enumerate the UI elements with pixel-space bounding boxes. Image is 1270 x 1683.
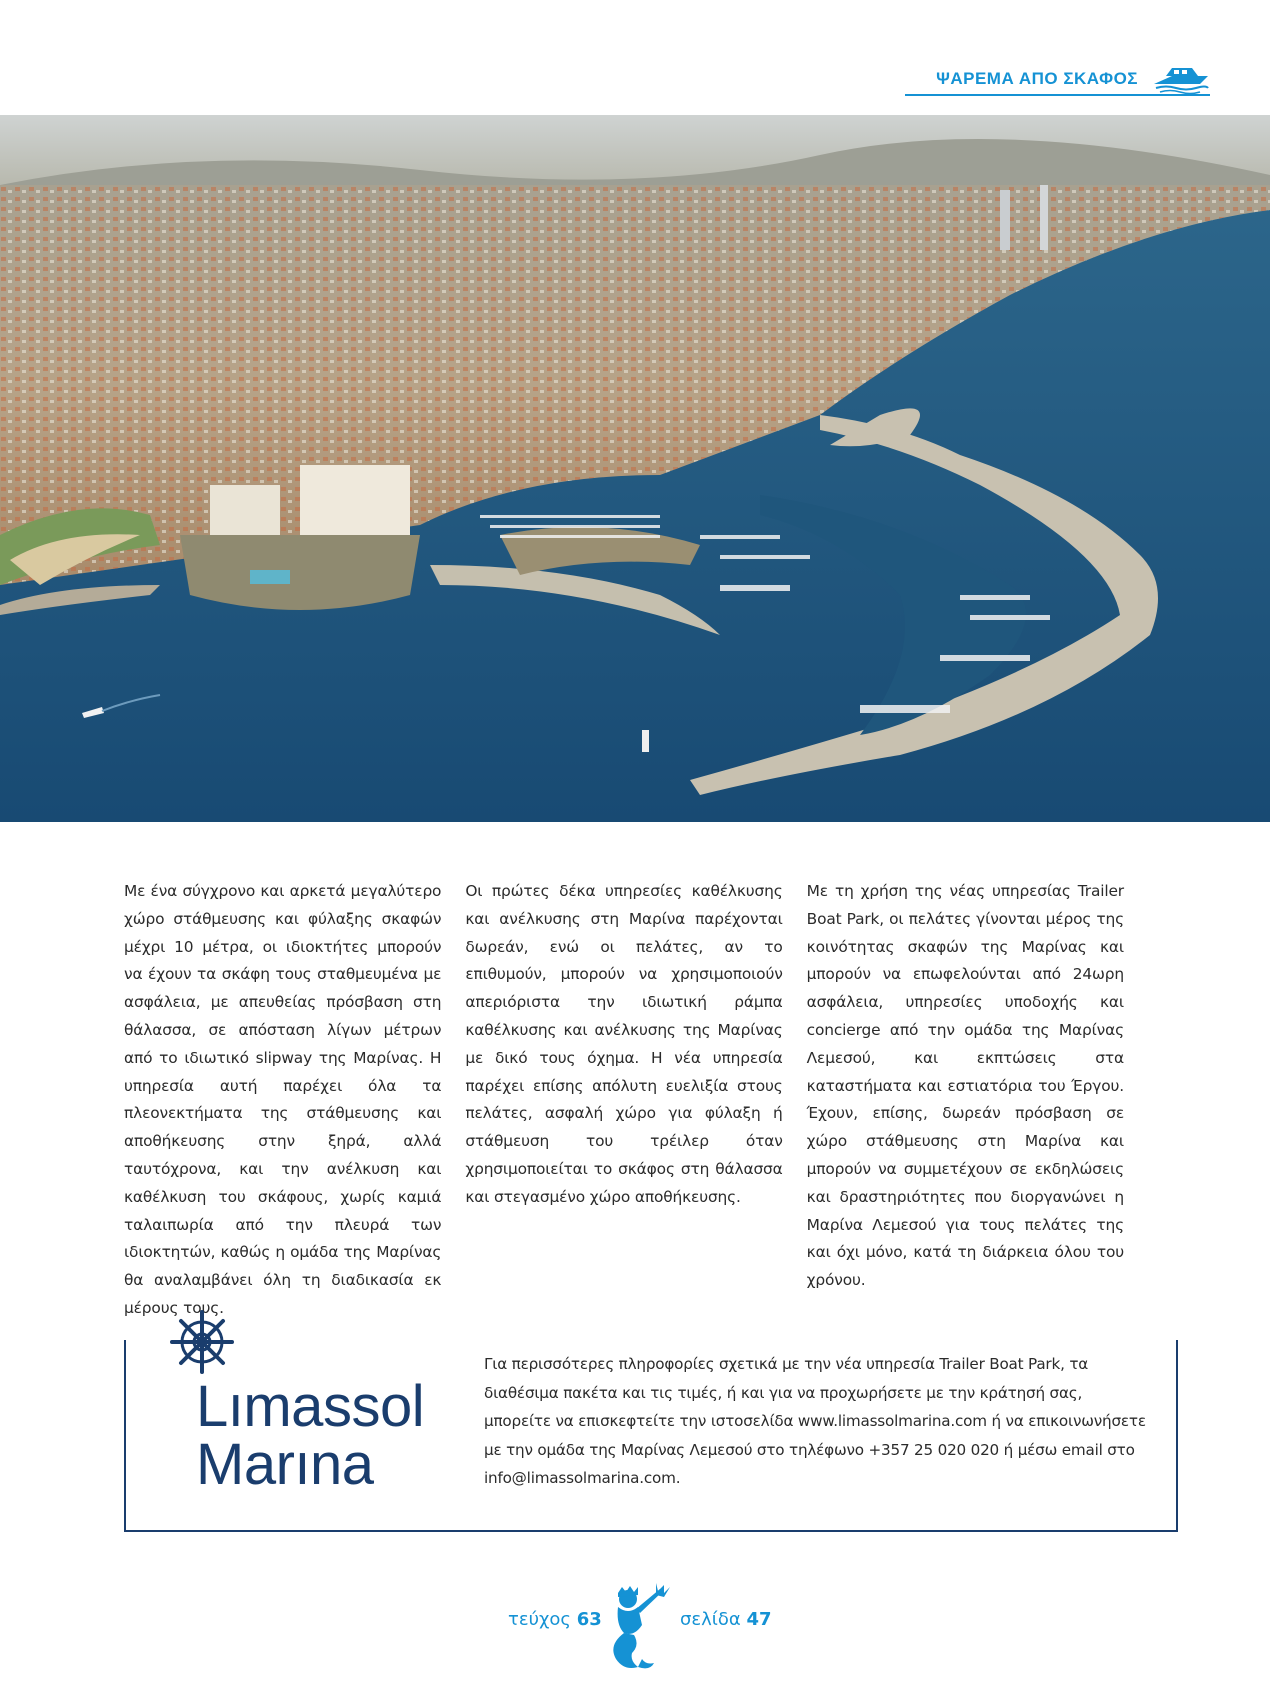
issue-number: 63 — [576, 1609, 602, 1630]
page-label: σελίδα — [680, 1609, 741, 1630]
page-info — [680, 1609, 772, 1630]
info-text: Για περισσότερες πληροφορίες σχετικά με την νέα υπηρεσία Trailer Boat Park, τα διαθέσιμα πακέτα και τις τιμές, ή και για να προχωρήσετε με την κράτησή σας, μπορείτε να επισκεφτείτε την ιστοσελίδα www.limassolmarina.com ή να επικοινωνήσετε με την ομάδα της Μαρίνας Λεμεσού στο τηλέφωνο +357 25 020 020 ή μέσω email στο info@limassolmarina.com. — [484, 1355, 1146, 1487]
boat-icon — [1152, 62, 1210, 96]
issue-info — [508, 1609, 602, 1630]
logo-line-1: Lımassol — [196, 1374, 425, 1439]
page-number: 47 — [746, 1609, 772, 1630]
section-title: ΨΑΡΕΜΑ ΑΠΟ ΣΚΑΦΟΣ — [936, 69, 1138, 88]
ships-wheel-icon — [168, 1308, 236, 1376]
article-column-2: Οι πρώτες δέκα υπηρεσίες καθέλκυσης και ανέλκυσης στη Μαρίνα παρέχονται δωρεάν, ενώ οι πελάτες, αν το επιθυμούν, μπορούν να χρησιμοποιούν απεριόριστα την ιδιωτική ράμπα καθέλκυσης και ανέλκυσης της Μαρίνας με δικό τους όχημα. Η νέα υπηρεσία παρέχει επίσης απόλυτη ευελιξία στους πελάτες, ασφαλή χώρο για φύλαξη ή στάθμευση του τρέιλερ όταν χρησιμοποιείται το σκάφος στη θάλασσα και στεγασμένο χώρο αποθήκευσης. — [465, 882, 783, 1206]
article-column-1: Με ένα σύγχρονο και αρκετά μεγαλύτερο χώρο στάθμευσης και φύλαξης σκαφών μέχρι 10 μέτρα, οι ιδιοκτήτες μπορούν να έχουν τα σκάφη τους σταθμευμένα με ασφάλεια, με απευθείας πρόσβαση στη θάλασσα, σε απόσταση λίγων μέτρων από το ιδιωτικό slipway της Μαρίνας. Η υπηρεσία αυτή παρέχει όλα τα πλεονεκτήματα της στάθμευσης και αποθήκευσης στην ξηρά, αλλά ταυτόχρονα, και την ανέλκυση και καθέλκυση του σκάφους, χωρίς καμιά ταλαιπωρία από την πλευρά των ιδιοκτητών, καθώς η ομάδα της Μαρίνας θα αναλαμβάνει όλη τη διαδικασία εκ μέρους τους. — [124, 882, 442, 1317]
marina-aerial-photo — [0, 115, 1270, 822]
article-column-3: Με τη χρήση της νέας υπηρεσίας Trailer Boat Park, οι πελάτες γίνονται μέρος της κοινότητας σκαφών της Μαρίνας και μπορούν να επωφελούνται από 24ωρη ασφάλεια, υπηρεσίες υποδοχής και concierge από την ομάδα της Μαρίνας Λεμεσού, και εκπτώσεις στα καταστήματα και εστιατόρια του Έργου. Έχουν, επίσης, δωρεάν πρόσβαση σε χώρο στάθμευσης στη Μαρίνα και μπορούν να συμμετέχουν σε εκδηλώσεις και δραστηριότητες που διοργανώνει η Μαρίνα Λεμεσού για τους πελάτες της και όχι μόνο, κατά τη διάρκεια όλου του χρόνου. — [806, 882, 1124, 1290]
issue-label: τεύχος — [508, 1609, 571, 1630]
page-footer — [0, 1575, 1270, 1675]
poseidon-icon — [594, 1575, 678, 1675]
limassol-marina-logo — [196, 1374, 425, 1497]
header-rule — [905, 94, 1210, 96]
logo-line-2: Marına — [196, 1432, 374, 1497]
section-header — [936, 62, 1210, 96]
article-body — [124, 878, 1124, 1323]
